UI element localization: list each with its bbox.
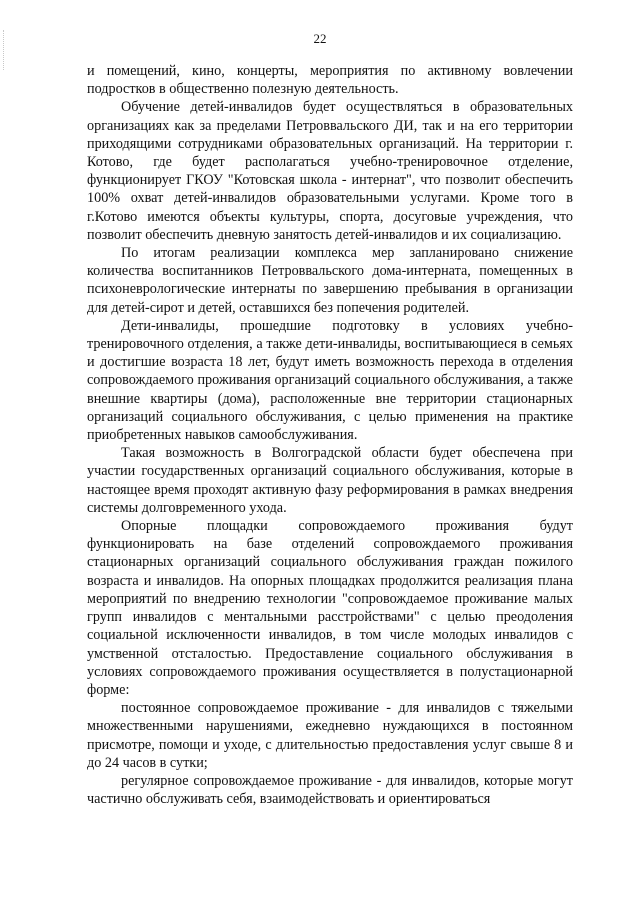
- paragraph-support-sites: Опорные площадки сопровождаемого проживания будут функционировать на базе отделений сопровождаемого проживания стационарных организаций социального обслуживания граждан пожилого возраста и инвалидов. На опорных площадках продолжится реализация плана мероприятий по внедрению технологии "сопровождаемое проживание малых групп инвалидов с ментальными расстройствами" с целью преодоления социальной исключенности инвалидов, в том числе молодых инвалидов с умственной отсталостью. Предоставление социального обслуживания в условиях сопровождаемого проживания осуществляется в полустационарной форме:: [87, 518, 573, 698]
- document-body: [87, 62, 573, 808]
- paragraph-results: По итогам реализации комплекса мер запланировано снижение количества воспитанников Петроввальского дома-интерната, помещенных в психоневрологические интернаты по завершению пребывания в организации для детей-сирот и детей, оставшихся без попечения родителей.: [87, 245, 573, 316]
- paragraph-permanent-living: постоянное сопровождаемое проживание - для инвалидов с тяжелыми множественными нарушениями, ежедневно нуждающихся в постоянном присмотре, помощи и уходе, с длительностью предоставления услуг свыше 8 и до 24 часов в сутки;: [87, 700, 573, 771]
- paragraph-possibility: Такая возможность в Волгоградской области будет обеспечена при участии государственных организаций социального обслуживания, которые в настоящее время проходят активную фазу реформирования в рамках внедрения системы долговременного ухода.: [87, 445, 573, 516]
- paragraph-education: Обучение детей-инвалидов будет осуществляться в образовательных организациях как за пределами Петроввальского ДИ, так и на его территории приходящими сотрудниками образовательных организаций. На территории г. Котово, где будет располагаться учебно-тренировочное отделение, функционирует ГКОУ "Котовская школа - интернат", что позволит обеспечить 100% охват детей-инвалидов образовательными услугами. Кроме того в г.Котово имеются объекты культуры, спорта, досуговые учреждения, что позволит обеспечить дневную занятость детей-инвалидов и их социализацию.: [87, 99, 573, 243]
- paragraph-transition: Дети-инвалиды, прошедшие подготовку в условиях учебно-тренировочного отделения, а также дети-инвалиды, воспитывающиеся в семьях и достигшие возраста 18 лет, будут иметь возможность перехода в отделения сопровождаемого проживания организаций социального обслуживания, а также внешние квартиры (дома), расположенные вне территории стационарных организаций социального обслуживания, с целью применения на практике приобретенных навыков самообслуживания.: [87, 317, 573, 444]
- page-number: 22: [313, 31, 327, 46]
- paragraph-continuation: и помещений, кино, концерты, мероприятия по активному вовлечении подростков в общественно полезную деятельность.: [87, 63, 573, 98]
- paragraph-regular-living: регулярное сопровождаемое проживание - для инвалидов, которые могут частично обслуживать себя, взаимодействовать и ориентироваться: [87, 772, 573, 808]
